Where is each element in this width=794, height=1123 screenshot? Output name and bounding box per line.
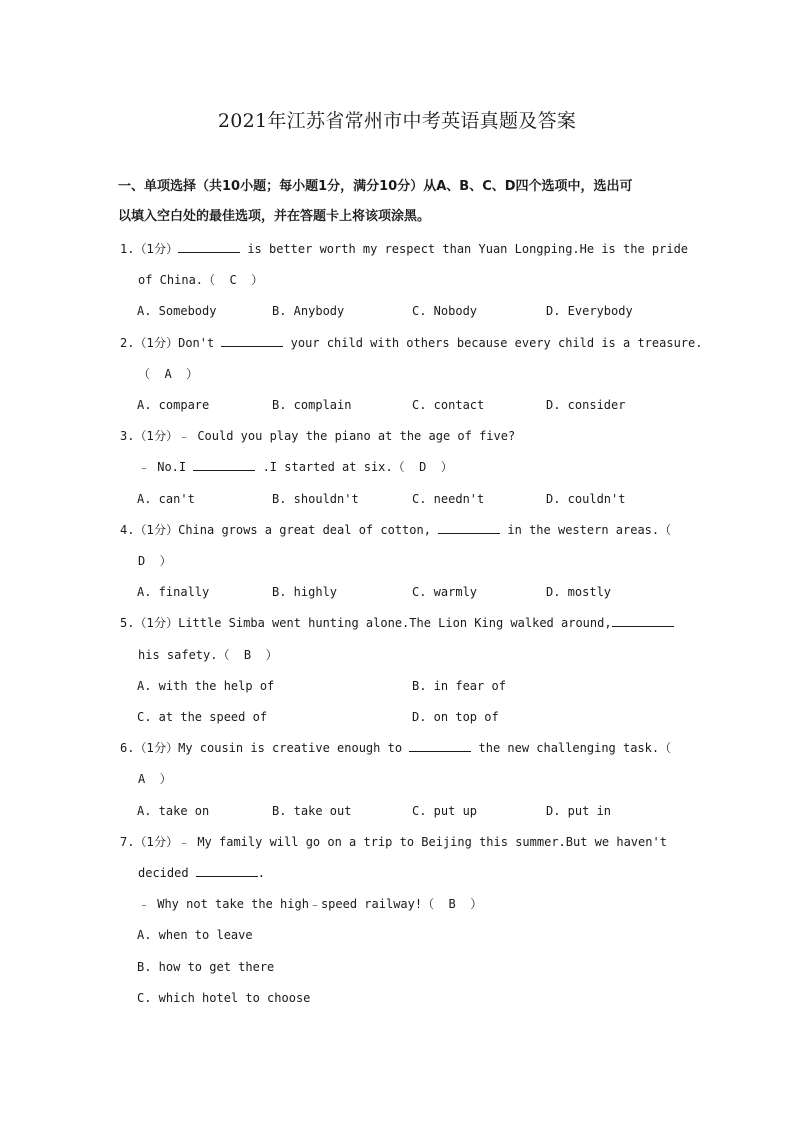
q5-option-b: B. in fear of — [412, 679, 506, 693]
question-2-line — [120, 335, 702, 351]
q1-option-c: C. Nobody — [412, 304, 478, 318]
question-number: 1. — [120, 242, 135, 256]
q6-option-d: D. put in — [546, 804, 612, 818]
question-text: in the western areas.（ — [500, 523, 672, 537]
question-number: 5. — [120, 616, 135, 630]
question-7-continuation — [138, 865, 265, 881]
question-2-answer: （ A ） — [138, 367, 199, 381]
q4-option-b: B. highly — [272, 585, 338, 599]
question-score: （1分） — [134, 741, 179, 755]
q2-option-a: A. compare — [137, 398, 210, 412]
q4-option-a: A. finally — [137, 585, 210, 599]
q3-option-c: C. needn't — [412, 492, 485, 506]
question-4-line — [120, 522, 671, 538]
page-title: 2021年江苏省常州市中考英语真题及答案 — [217, 110, 577, 132]
question-text: decided — [138, 866, 196, 880]
question-number: 7. — [120, 835, 135, 849]
question-score: （1分） — [134, 429, 179, 443]
question-score: （1分） — [134, 616, 179, 630]
q6-option-a: A. take on — [137, 804, 210, 818]
question-text: ﹣ My family will go on a trip to Beijing this summer.But we haven't — [178, 835, 667, 849]
question-text: Don't — [178, 336, 222, 350]
question-text: ﹣ Could you play the piano at the age of five? — [178, 429, 516, 443]
question-7-line — [120, 834, 667, 850]
question-5-answer: his safety.（ B ） — [138, 648, 278, 662]
reply-text: .I started at six.（ D ） — [255, 460, 453, 474]
q3-option-d: D. couldn't — [546, 492, 626, 506]
q7-option-b: B. how to get there — [137, 960, 275, 974]
question-text: the new challenging task.（ — [471, 741, 672, 755]
question-1-answer: of China.（ C ） — [138, 273, 264, 287]
question-text: your child with others because every child is a treasure. — [283, 336, 703, 350]
q2-option-c: C. contact — [412, 398, 485, 412]
question-text: is better worth my respect than Yuan Longping.He is the pride — [240, 242, 689, 256]
question-6-line — [120, 740, 671, 756]
reply-text: ﹣ No.I — [138, 460, 194, 474]
q6-option-c: C. put up — [412, 804, 478, 818]
answer-blank — [221, 336, 283, 347]
question-4-answer: D ） — [138, 554, 172, 568]
section-instruction-line2: 以填入空白处的最佳选项，并在答题卡上将该项涂黑。 — [118, 209, 431, 224]
answer-blank — [193, 460, 255, 471]
answer-blank — [438, 523, 500, 534]
q5-option-a: A. with the help of — [137, 679, 275, 693]
question-text: My cousin is creative enough to — [178, 741, 410, 755]
question-3-reply — [138, 459, 453, 475]
answer-blank — [178, 242, 240, 253]
q1-option-a: A. Somebody — [137, 304, 217, 318]
q7-option-a: A. when to leave — [137, 928, 253, 942]
q4-option-d: D. mostly — [546, 585, 612, 599]
question-text: China grows a great deal of cotton, — [178, 523, 439, 537]
question-score: （1分） — [134, 242, 179, 256]
question-7-reply: ﹣ Why not take the high﹣speed railway!（ B ） — [138, 897, 483, 911]
question-text: . — [257, 866, 266, 880]
q1-option-d: D. Everybody — [546, 304, 633, 318]
question-1-line — [120, 241, 688, 257]
question-text: Little Simba went hunting alone.The Lion King walked around, — [178, 616, 612, 630]
answer-blank — [409, 741, 471, 752]
question-number: 6. — [120, 741, 135, 755]
section-instruction-line1: 一、单项选择（共10小题；每小题1分，满分10分）从A、B、C、D四个选项中，选出可 — [118, 179, 633, 194]
question-score: （1分） — [134, 523, 179, 537]
answer-blank — [612, 616, 674, 627]
q4-option-c: C. warmly — [412, 585, 478, 599]
q3-option-a: A. can't — [137, 492, 195, 506]
question-score: （1分） — [134, 336, 179, 350]
q6-option-b: B. take out — [272, 804, 352, 818]
q2-option-b: B. complain — [272, 398, 352, 412]
q3-option-b: B. shouldn't — [272, 492, 359, 506]
q5-option-c: C. at the speed of — [137, 710, 268, 724]
q5-option-d: D. on top of — [412, 710, 499, 724]
question-number: 3. — [120, 429, 135, 443]
question-6-answer: A ） — [138, 772, 172, 786]
question-5-line — [120, 615, 674, 631]
q7-option-c: C. which hotel to choose — [137, 991, 311, 1005]
answer-blank — [196, 866, 258, 877]
question-number: 4. — [120, 523, 135, 537]
question-number: 2. — [120, 336, 135, 350]
question-score: （1分） — [134, 835, 179, 849]
question-3-line — [120, 428, 515, 444]
q1-option-b: B. Anybody — [272, 304, 345, 318]
q2-option-d: D. consider — [546, 398, 626, 412]
